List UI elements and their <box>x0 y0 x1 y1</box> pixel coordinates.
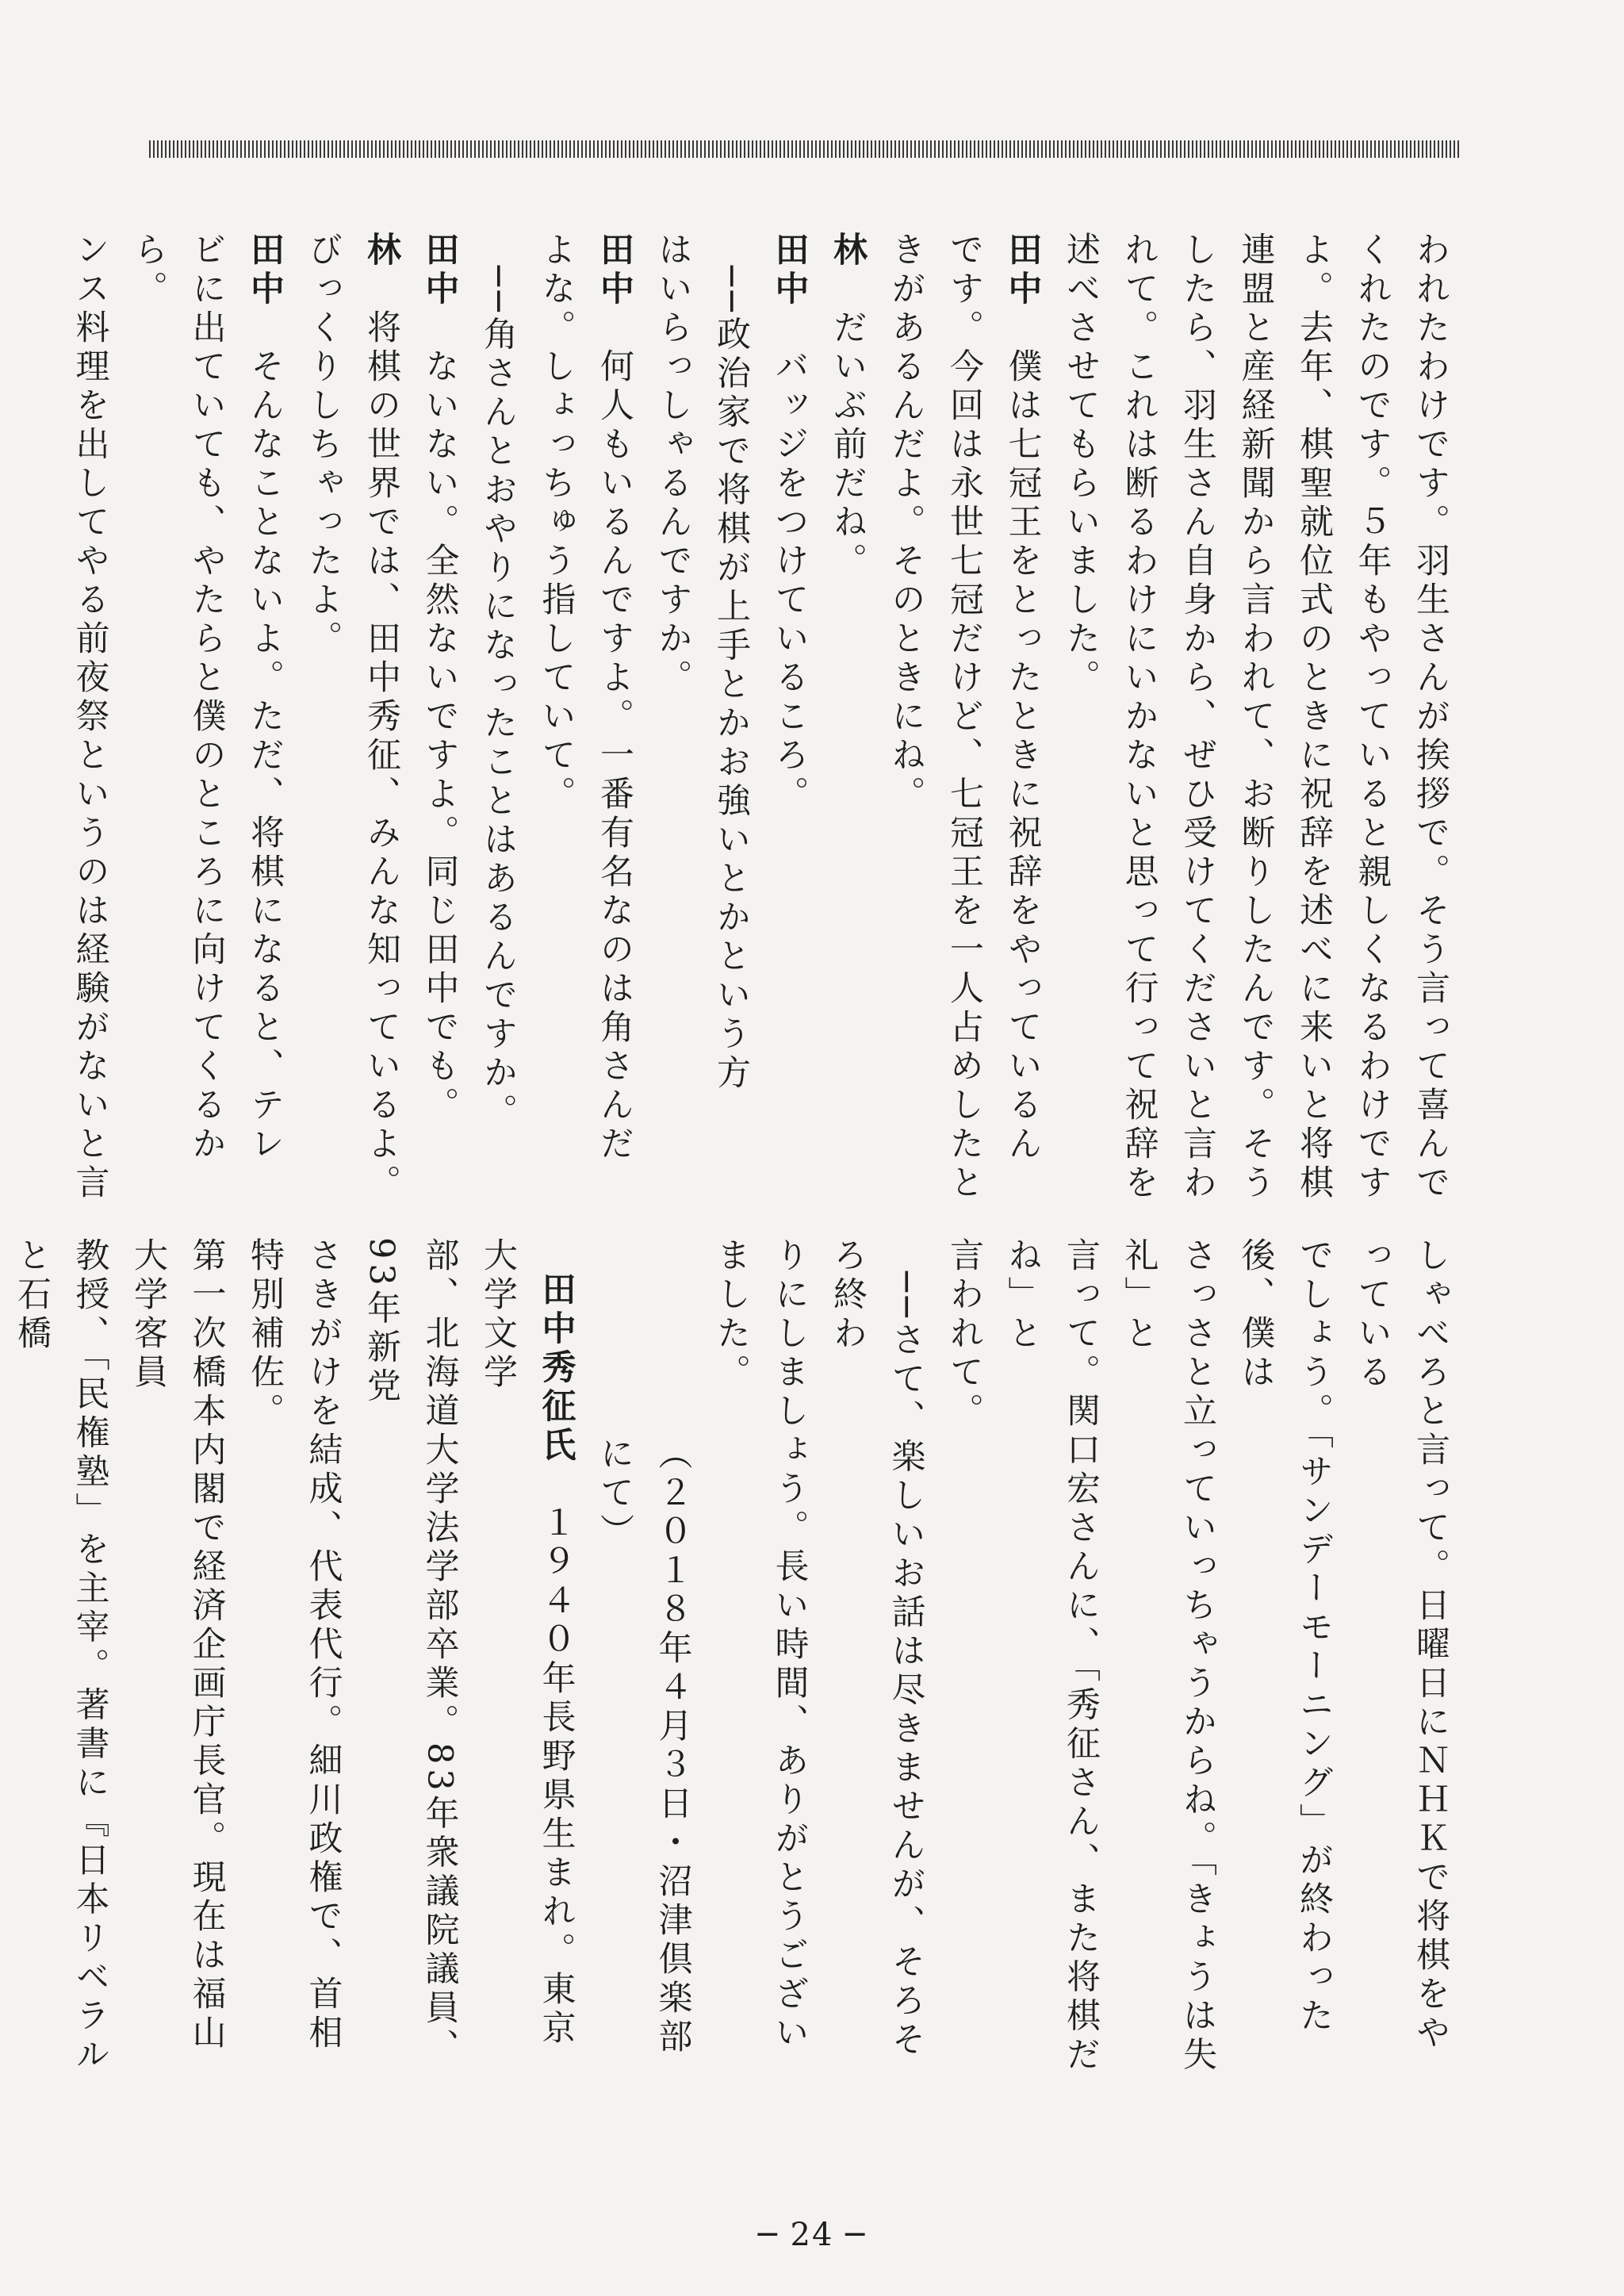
upper-line <box>760 232 818 1221</box>
lower-line: さっさと立っていっちゃうからね。「きょうは失礼」と <box>1119 1237 1217 2076</box>
date-line: （２０１８年４月３日・沼津倶楽部にて） <box>595 1435 693 2057</box>
upper-line: ビに出ていても、やたらと僕のところに向けてくるから。 <box>128 232 227 1164</box>
lower-line: りにしましょう。長い時間、ありがとうございました。 <box>711 1237 810 2053</box>
speaker-name: 田中 <box>595 232 634 309</box>
upper-line: したら、羽生さん自身から、ぜひ受けてくださいと言わ <box>1178 232 1217 1203</box>
lower-line: でしょう。「サンデーモーニング」が終わった後、僕は <box>1235 1237 1334 2037</box>
upper-line <box>410 232 469 1221</box>
speaker-name: 林 <box>828 232 868 270</box>
upper-line: よ。去年、棋聖就位式のときに祝辞を述べに来いと将棋 <box>1294 232 1334 1203</box>
lower-text-block <box>0 1237 1459 2086</box>
lower-line: しゃべろと言って。日曜日にＮＨＫで将棋をやっている <box>1352 1237 1450 2053</box>
lower-line: 言って。関口宏さんに、「秀征さん、また将棋だね」と <box>1002 1237 1101 2076</box>
speech-text: だいぶ前だね。 <box>828 309 868 581</box>
speech-text: 将棋の世界では、田中秀征、みんな知っているよ。 <box>362 309 401 1203</box>
speech-text: 何人もいるんですよ。一番有名なのは角さんだ <box>595 348 634 1164</box>
upper-line: われたわけです。羽生さんが挨拶で。そう言って喜んで <box>1411 232 1450 1203</box>
upper-line <box>352 232 411 1221</box>
upper-line: びっくりしちゃったよ。 <box>303 232 343 659</box>
speech-text: バッジをつけているころ。 <box>769 348 810 815</box>
upper-line <box>236 232 294 1221</box>
upper-line: きがあるんだよ。そのときにね。 <box>886 232 926 815</box>
question-line: ──さて、楽しいお話は尽きませんが、そろそろ終わ <box>828 1237 926 2060</box>
upper-line: 連盟と産経新聞から言われて、お断りしたんです。そう <box>1235 232 1276 1203</box>
lower-line <box>0 1237 2 2086</box>
question-line: ──政治家で将棋が上手とかお強いとかという方 <box>711 266 751 1094</box>
upper-line: くれたのです。５年もやっていると親しくなるわけです <box>1352 232 1392 1203</box>
lower-line: さきがけを結成、代表代行。細川政権で、首相特別補佐。 <box>245 1237 343 2053</box>
upper-line: はいらっしゃるんですか。 <box>653 232 693 698</box>
lower-line: 言われて。 <box>944 1237 984 1432</box>
lower-line <box>469 1237 585 2086</box>
upper-line: れて。これは断るわけにいかないと思って行って祝辞を <box>1119 232 1159 1203</box>
bio-name: 田中秀征氏 <box>536 1271 576 1466</box>
speaker-name: 田中 <box>419 232 460 309</box>
speaker-name: 田中 <box>769 232 810 309</box>
upper-line: 述べさせてもらいました。 <box>1061 232 1101 698</box>
upper-line <box>993 232 1051 1221</box>
speaker-name: 林 <box>362 232 401 270</box>
speaker-name: 田中 <box>245 232 285 309</box>
upper-line: です。今回は永世七冠だけど、七冠王を一人占めしたと <box>944 232 984 1203</box>
lower-line: 部、北海道大学法学部卒業。83年衆議院議員、93年新党 <box>362 1237 460 2068</box>
lower-line: 第一次橋本内閣で経済企画庁長官。現在は福山大学客員 <box>128 1237 227 2053</box>
speaker-name: 田中 <box>1002 232 1043 309</box>
speech-text: そんなことないよ。ただ、将棋になると、テレ <box>245 348 285 1164</box>
upper-line: ンス料理を出してやる前夜祭というのは経験がないと言 <box>70 232 110 1203</box>
page-number: ─ 24 ─ <box>757 2217 867 2253</box>
bio-text: １９４０年長野県生まれ。東京大学文学 <box>478 1237 576 2049</box>
speech-text: 僕は七冠王をとったときに祝辞をやっているん <box>1002 348 1043 1164</box>
upper-line <box>585 232 644 1221</box>
header-rule <box>149 140 1459 158</box>
question-line: ──角さんとおやりになったことはあるんですか。 <box>478 266 518 1133</box>
upper-line: よな。しょっちゅう指していて。 <box>536 232 576 815</box>
speech-text: ないない。全然ないですよ。同じ田中でも。 <box>419 348 460 1125</box>
upper-line <box>818 232 877 1221</box>
lower-line: 教授、「民権塾」を主宰。著書に『日本リベラルと石橋 <box>12 1237 110 2076</box>
upper-text-block <box>60 232 1459 1221</box>
